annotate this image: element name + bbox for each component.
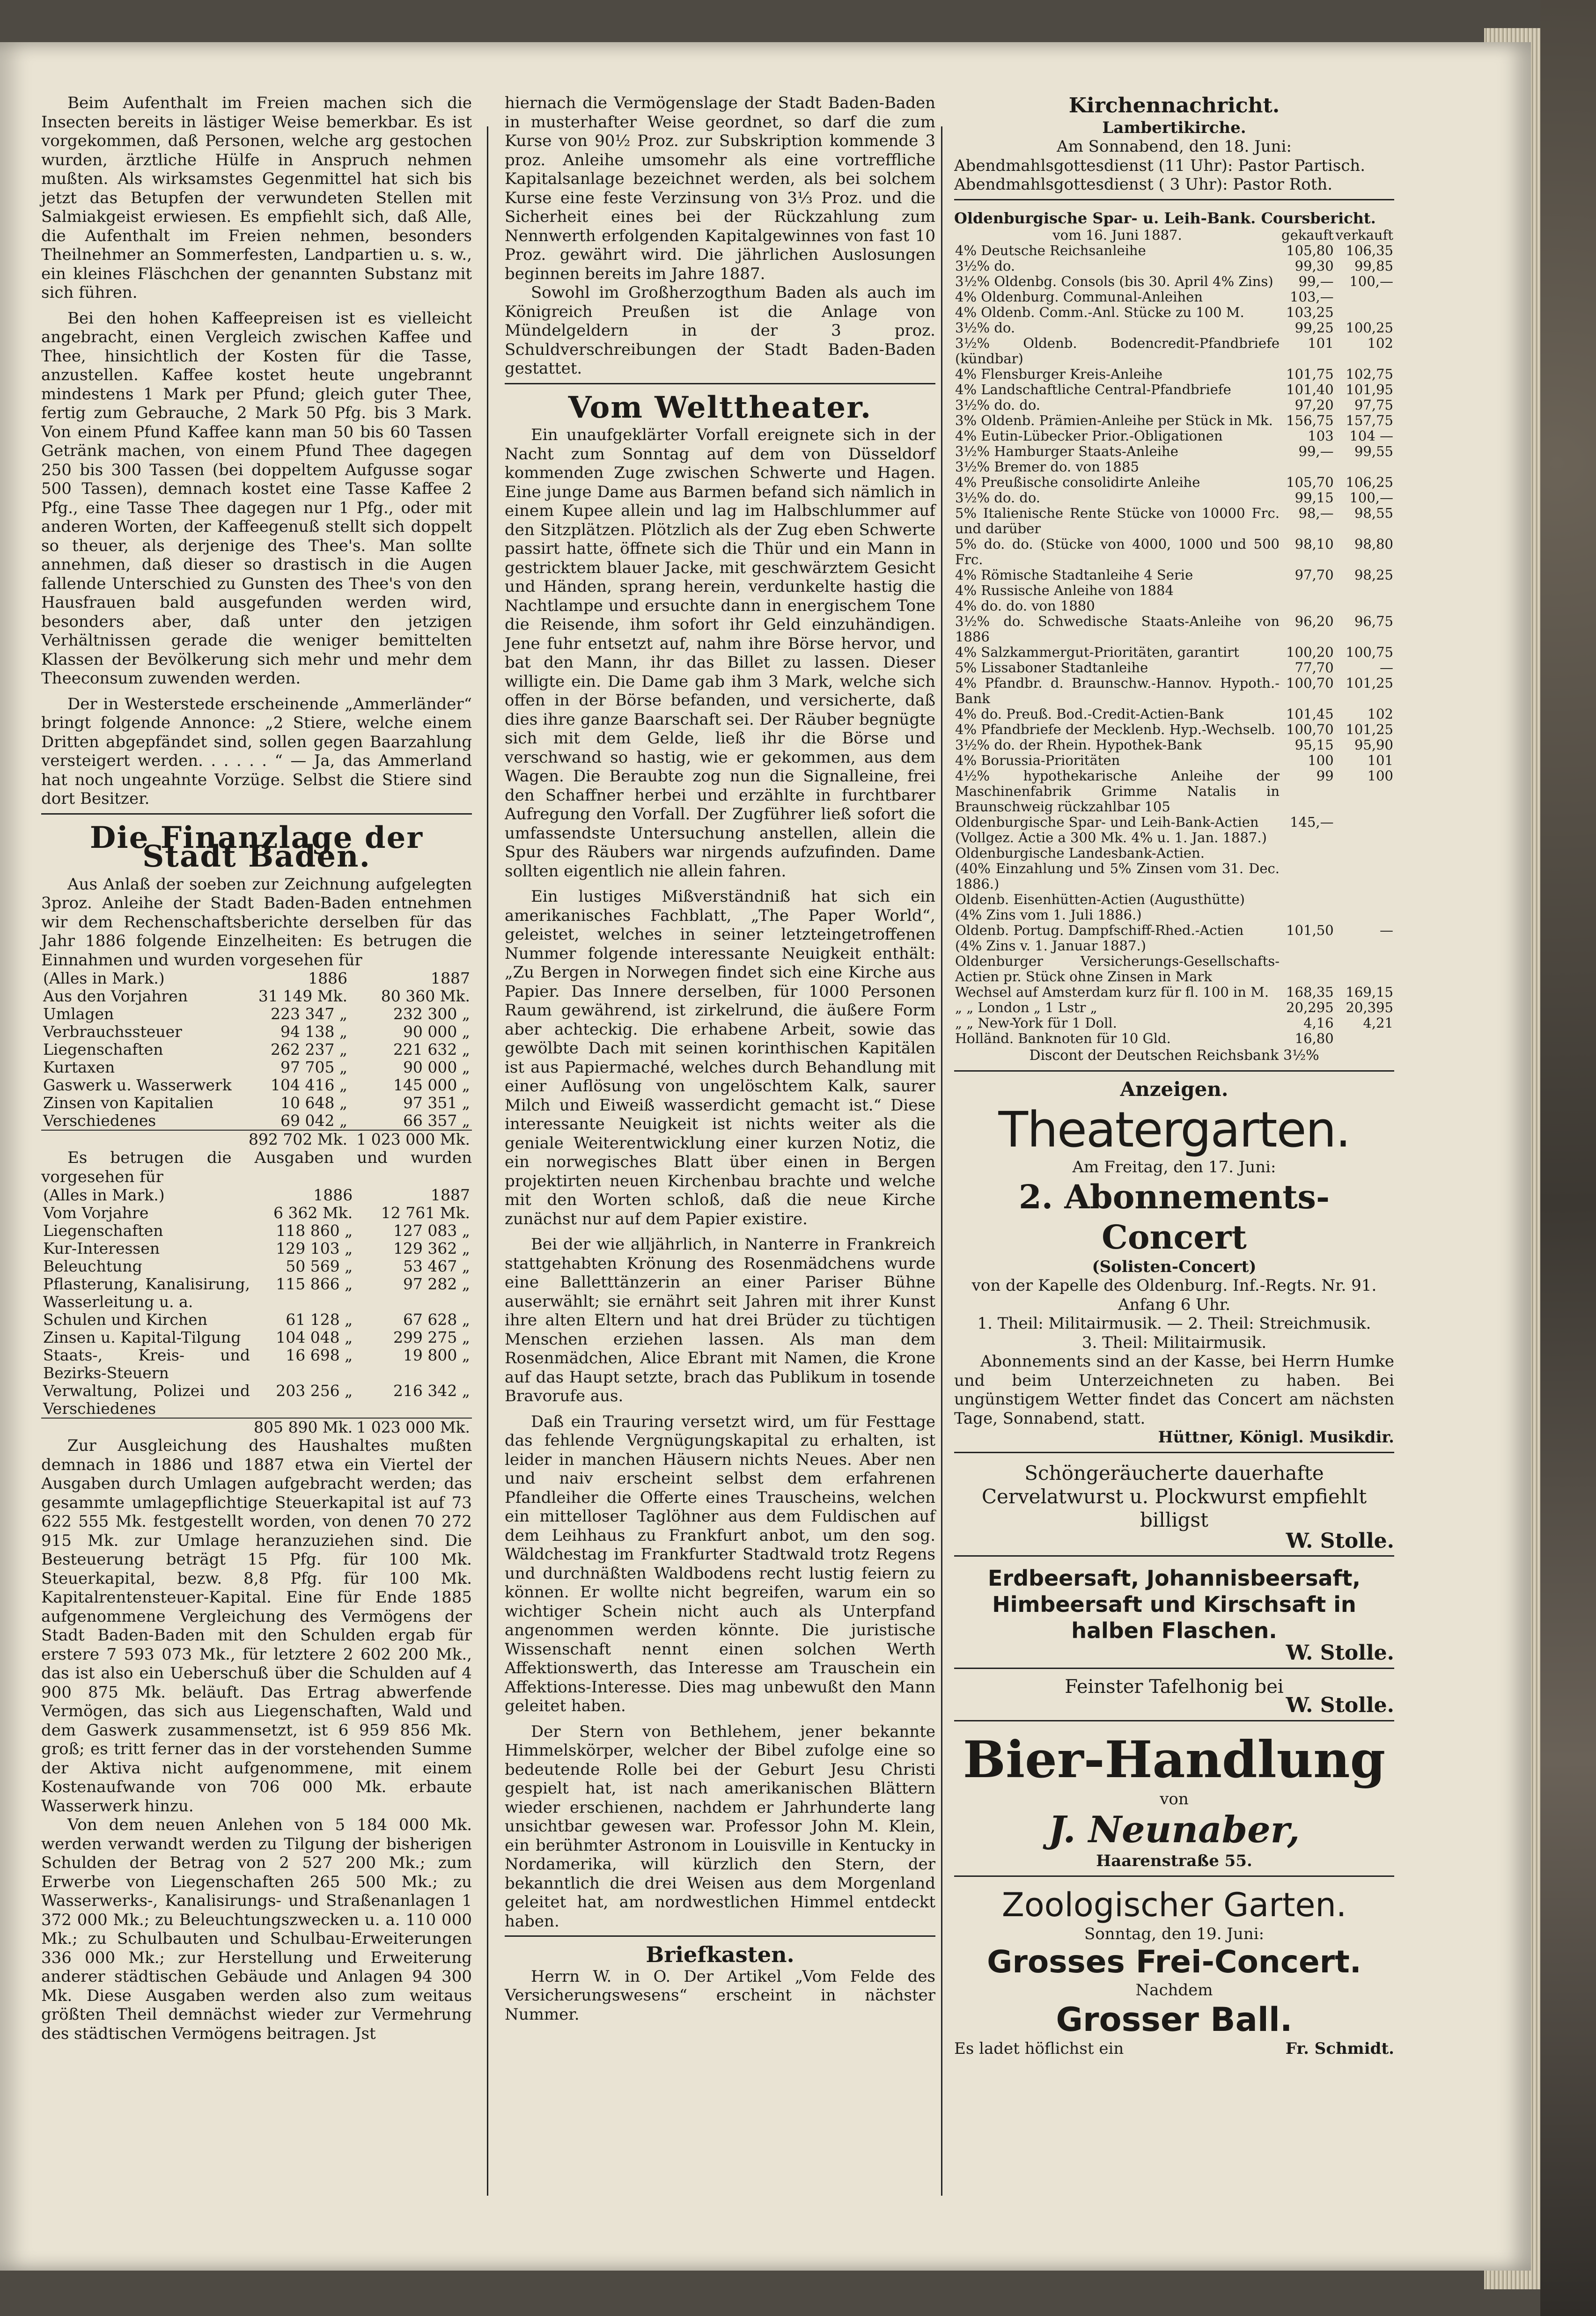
table-row: 4½% hypothekarische Anleihe der Maschinenfabrik Grimme Natalis in Braunschweig rückzahlbar 105 99 100 [955, 768, 1393, 815]
table-row: 4% do. do. von 1880 [955, 598, 1095, 614]
table-row: 3½% do. Schwedische Staats-Anleihe von 1886 96,20 96,75 [955, 613, 1393, 645]
table-row: 3½% Bremer do. von 1885 [955, 459, 1139, 475]
table-row: Zinsen u. Kapital-Tilgung 104 048 „ 299 275 „ [43, 1328, 470, 1346]
table-row: Gaswerk u. Wasserwerk 104 416 „ 145 000 „ [43, 1076, 470, 1094]
column-3 [954, 94, 1394, 2058]
table-row: 4% Flensburger Kreis-Anleihe 101,75 102,75 [955, 366, 1393, 382]
concert-parts-2: 3. Theil: Militairmusik. [1081, 1333, 1267, 1352]
zoo-date: Sonntag, den 19. Juni: [1084, 1924, 1265, 1943]
table-row: 3½% do. der Rhein. Hypothek-Bank 95,15 95,90 [955, 737, 1393, 753]
table-row: Verbrauchssteuer 94 138 „ 90 000 „ [43, 1022, 470, 1041]
table-row: Vom Vorjahre 6 362 Mk. 12 761 Mk. [43, 1204, 470, 1222]
ad-honey: Feinster Tafelhonig bei [1065, 1676, 1284, 1698]
table-row: Schulen und Kirchen 61 128 „ 67 628 „ [43, 1310, 470, 1329]
zoo-nachdem: Nachdem [1135, 1981, 1213, 2000]
table-row: 5% Lissaboner Stadtanleihe 77,70 — [955, 660, 1393, 676]
bier-von: von [1160, 1789, 1189, 1809]
zoo-signature: Fr. Schmidt. [1285, 2039, 1394, 2058]
zoo-concert: Grosses Frei-Concert. [987, 1944, 1361, 1980]
table-row: Liegenschaften 262 237 „ 221 632 „ [43, 1040, 470, 1059]
finance-heading: Die Finanzlage der Stadt Baden. [89, 820, 424, 874]
concert-parts-1: 1. Theil: Militairmusik. — 2. Theil: Streichmusik. [977, 1314, 1371, 1333]
table-row: Zinsen von Kapitalien 10 648 „ 97 351 „ [43, 1094, 470, 1112]
insects-article: Beim Aufenthalt im Freien machen sich die Insecten bereits in lästiger Weise bemerkbar. Es ist vorgekommen, daß Personen, welche arg gestochen wurden, ärztliche Hülfe in Anspruch nehmen mußten. Als wirksamstes Gegenmittel hat sich bis jetzt das Betupfen der verwundeten Stellen mit Salmiakgeist erwiesen. Es empfiehlt sich, daß Alle, die Aufenthalt im Freien nehmen, besonders Theilnehmer an Sommerfesten, Landpartien u. s. w., ein kleines Fläschchen der genannten Substanz mit sich führen. [41, 94, 472, 302]
bank-course-table: vom 16. Juni 1887. gekauft verkauft 4% Deutsche Reichsanleihe 105,80 106,35 3½% do. 99,30 99,85 3½% Oldenbg. Consols (bis 30. April 4% Zins) 99,— 100,— 4% Oldenburg. Communal-Anleihen 103,— 4% Oldenb. Comm.-Anl. Stücke zu 100 M. 103,25 3½% do. 99,25 100,25 3½% Oldenb. Bodencredit-Pfandbriefe (kündbar) 101 102 4% Flensburger Kreis-Anleihe 101,75 102,75 4% Landschaftliche Central-Pfandbriefe 101,40 101,95 3½% do. do. 97,20 97,75 3% Oldenb. Prämien-Anleihe per Stück in Mk. 156,75 157,75 4% Eutin-Lübecker Prior.-Obligationen 103 104 — 3½% Hamburger Staats-Anleihe 99,— 99,55 3½% Bremer do. von 1885 4% Preußische consolidirte Anleihe 105,70 106,25 3½% do. do. 99,15 100,— 5% Italienische Rente Stücke von 10000 Frc. und darüber 98,— 98,55 5% do. do. (Stücke von 4000, 1000 und 500 Frc. 98,10 98,80 4% Römische Stadtanleihe 4 Serie 97,70 98,25 4% Russische Anleihe von 1884 4% do. do. von 1880 3½% do. Schwedische Staats-Anleihe von 1886 96,20 96,75 4% Salzkammergut-Prioritäten, garantirt 100,20 100,75 5% Lissaboner Stadtanleihe 77,70 — 4% Pfandbr. d. Braunschw.-Hannov. Hypoth.-Bank 100,70 101,25 4% do. Preuß. Bod.-Credit-Actien-Bank 101,45 102 4% Pfandbriefe der Mecklenb. Hyp.-Wechselb. 100,70 101,25 3½% do. der Rhein. Hypothek-Bank 95,15 95,90 4% Borussia-Prioritäten 100 101 4½% hypothekarische Anleihe der Maschinenfabrik Grimme Natalis in Braunschweig rückzahlbar 105 99 100 Oldenburgische Spar- und Leih-Bank-Actien 145,— (Vollgez. Actie a 300 Mk. 4% u. 1. Jan. 1887.) Oldenburgische Landesbank-Actien. (40% Einzahlung und 5% Zinsen vom 31. Dec. 1886.) Oldenb. Eisenhütten-Actien (Augusthütte) (4% Zins vom 1. Juli 1886.) Oldenb. Portug. Dampfschiff-Rhed.-Actien 101,50 — (4% Zins v. 1. Januar 1887.) Oldenburger Versicherungs-Gesellschafts-Actien pr. Stück ohne Zinsen in Mark Wechsel auf Amsterdam kurz für fl. 100 in M. 168,35 169,15 „ „ London „ 1 Lstr „ 20,295 20,395 „ „ New-York für 1 Doll. 4,16 4,21 Holländ. Banknoten für 10 Gld. 16,80 [955, 227, 1393, 1046]
bier-handlung-title: Bier-Handlung [963, 1730, 1386, 1789]
table-row: „ „ New-York für 1 Doll. 4,16 4,21 [955, 1015, 1393, 1031]
concert-start: Anfang 6 Uhr. [1118, 1295, 1231, 1314]
table-row: „ „ London „ 1 Lstr „ 20,295 20,395 [955, 1000, 1393, 1015]
table-row: Kur-Interessen 129 103 „ 129 362 „ [43, 1239, 470, 1257]
ads-heading: Anzeigen. [1120, 1077, 1228, 1101]
table-row: 4% Salzkammergut-Prioritäten, garantirt 100,20 100,75 [955, 644, 1393, 660]
table-row: (Vollgez. Actie a 300 Mk. 4% u. 1. Jan. 1887.) [955, 830, 1267, 846]
table-row: (4% Zins v. 1. Januar 1887.) [955, 938, 1146, 954]
table-row: 4% Pfandbr. d. Braunschw.-Hannov. Hypoth.-Bank 100,70 101,25 [955, 675, 1393, 706]
zoo-ball: Grosser Ball. [1056, 2000, 1293, 2039]
finance-note: Sowohl im Großherzogthum Baden als auch im Königreich Preußen ist die Anlage von Mündelgeldern in der 3 proz. Schuldverschreibungen der Stadt Baden-Baden gestattet. [505, 283, 935, 378]
finance-continued: hiernach die Vermögenslage der Stadt Baden-Baden in musterhafter Weise geordnet, so darf die zum Kurse von 90½ Proz. zur Subskription kommende 3 proz. Anleihe umsomehr als eine vortreffliche Kapitalsanlage bezeichnet werden, als bei solchem Kurse eine feste Verzinsung von 3⅓ Proz. und die Sicherheit eines bei der Rückzahlung zum Nennwerth erfolgenden Kapitalgewinnes von fast 10 Proz. gewährt wird. Die jährlichen Auslosungen beginnen bereits im Jahre 1887. [505, 94, 935, 283]
zoo-invitation: Es ladet höflichst ein [954, 2039, 1124, 2058]
theater-date: Am Freitag, den 17. Juni: [1072, 1158, 1276, 1176]
table-row: 3½% Hamburger Staats-Anleihe 99,— 99,55 [955, 443, 1393, 459]
income-table: (Alles in Mark.) 1886 1887 Aus den Vorjahren 31 149 Mk. 80 360 Mk. Umlagen 223 347 „ 232 300 „ Verbrauchssteuer 94 138 „ 90 000 „ Liegenschaften 262 237 „ 221 632 „ Kurtaxen 97 705 „ 90 000 „ Gaswerk u. Wasserwerk 104 416 „ 145 000 „ Zinsen von Kapitalien 10 648 „ 97 351 „ Verschiedenes 69 042 „ 66 357 „ 892 702 Mk. 1 023 000 Mk. [41, 970, 472, 1148]
ad-honey-signature: W. Stolle. [1286, 1693, 1394, 1717]
table-row: 4% Russische Anleihe von 1884 [955, 582, 1174, 598]
paper-church-article: Ein lustiges Mißverständniß hat sich ein amerikanisches Fachblatt, „The Paper World“, geleistet, welches in seiner letzteingetroffenen Nummer folgende interessante Neuigkeit enthält: „Zu Bergen in Norwegen findet sich eine Kirche aus Papier. Das Innere derselben, für 1000 Personen Raum gewährend, ist zirkelrund, die äußere Form aber achteckig. Die erhabene Arbeit, sowie das gewölbte Dach mit seinen korinthischen Kapitälen ist aus Papiermaché, welches durch Behandlung mit einer Auflösung von ungelöschtem Kalk, saurer Milch und Eiweiß wasserdicht gemacht ist.“ Diese interessante Neuigkeit ist nichts weiter als die geniale Weiterentwicklung einer kurzen Notiz, die ein norwegisches Blatt über einen in Bergen projektirten neuen Kirchenbau brachte und welche mit den Worten schloß, daß die neue Kirche zunächst nur auf dem Papier existire. [505, 887, 935, 1228]
discount-line: Discont der Deutschen Reichsbank 3½% [1029, 1047, 1319, 1064]
table-row: Oldenb. Portug. Dampfschiff-Rhed.-Actien 101,50 — [955, 922, 1393, 938]
table-row: 4% Deutsche Reichsanleihe 105,80 106,35 [955, 243, 1393, 258]
column-rule-1 [487, 126, 488, 2196]
table-row: 3½% do. do. 97,20 97,75 [955, 397, 1393, 413]
concert-note: Abonnements sind an der Kasse, bei Herrn Humke und beim Unterzeichneten zu haben. Bei ungünstigem Wetter findet das Concert am nächsten Tage, Sonnabend, statt. [954, 1352, 1394, 1428]
table-row: Beleuchtung 50 569 „ 53 467 „ [43, 1257, 470, 1275]
coffee-article: Bei den hohen Kaffeepreisen ist es vielleicht angebracht, einen Vergleich zwischen Kaffee und Thee, hinsichtlich der Kosten für die Tasse, anzustellen. Kaffee kostet heute ungebrannt mindestens 1 Mark per Pfund; gleich guter Thee, fertig zum Gebrauche, 2 Mark 50 Pfg. bis 3 Mark. Von einem Pfund Kaffee kann man 50 bis 60 Tassen Getränk machen, von einem Pfund Thee dagegen 250 bis 300 Tassen (bei doppeltem Aufgusse sogar 500 Tassen), demnach kostet eine Tasse Kaffee 2 Pfg., eine Tasse Thee dagegen nur 1 Pfg., oder mit anderen Worten, der Kaffeegenuß stellt sich doppelt so theuer, als derjenige des Thee's. Man sollte annehmen, daß dieser so drastisch in die Augen fallende Unterschied zu Gunsten des Thee's von den Hausfrauen bald ausgefunden werden wird, besonders aber, daß unter den jetzigen Verhältnissen gerade die weniger bemittelten Klassen der Bevölkerung sich mehr und mehr dem Theeconsum zuwenden werden. [41, 309, 472, 688]
expense-total: 805 890 Mk. 1 023 000 Mk. [41, 1418, 472, 1436]
church-heading: Kirchennachricht. [1068, 94, 1280, 118]
star-bethlehem-article: Der Stern von Bethlehem, jener bekannte Himmelskörper, welcher der Bibel zufolge eine so bedeutende Rolle bei der Geburt Jesu Christi gespielt hat, ist nach amerikanischen Blättern wieder erschienen, nachdem er Jahrhunderte lang unsichtbar gewesen war. Professor John M. Klein, ein berühmter Astronom in Louisville in Kentucky in Nordamerika, will kürzlich den Stern, der bekanntlich die drei Weisen aus dem Morgenland geleitet hat, am nordwestlichen Himmel entdeckt haben. [505, 1722, 935, 1931]
church-sub: Lambertikirche. [1102, 118, 1246, 137]
concert-title: 2. Abonnements-Concert [1018, 1177, 1330, 1257]
table-row: 3½% do. 99,25 100,25 [955, 320, 1393, 336]
table-row: Verwaltung, Polizei und Verschiedenes 203 256 „ 216 342 „ [43, 1382, 470, 1418]
finance-intro: Aus Anlaß der soeben zur Zeichnung aufgelegten 3proz. Anleihe der Stadt Baden-Baden entnehmen wir dem Rechenschaftsberichte derselben für das Jahr 1886 folgende Einzelheiten: Es betrugen die Einnahmen und wurden vorgesehen für [41, 875, 472, 970]
church-date: Am Sonnabend, den 18. Juni: [1057, 137, 1292, 156]
bier-address: Haarenstraße 55. [1096, 1852, 1252, 1870]
bank-title: Oldenburgische Spar- u. Leih-Bank. Coursbericht. [954, 209, 1376, 227]
income-total: 892 702 Mk. 1 023 000 Mk. [41, 1130, 472, 1148]
table-row: 4% Oldenburg. Communal-Anleihen 103,— [955, 289, 1334, 305]
table-row: 4% Römische Stadtanleihe 4 Serie 97,70 98,25 [955, 567, 1393, 583]
marbled-cover [1540, 0, 1596, 2316]
loan-paragraph: Von dem neuen Anlehen von 5 184 000 Mk. werden verwandt werden zu Tilgung der bisherigen Schulden der Betrag von 2 527 200 Mk.; zum Erwerbe von Liegenschaften 265 500 Mk.; zu Wasserwerks-, Kanalisirungs- und Straßenanlagen 1 372 000 Mk.; zu Beleuchtungszwecken u. a. 110 000 Mk.; zu Schulbauten und Schulbau-Erweiterungen 336 000 Mk.; zur Herstellung und Erweiterung anderer städtischen Gebäude und Anlagen 94 300 Mk. Diese Ausgaben werden also zum weitaus größten Theil demnächst wieder zur Vermehrung des städtischen Vermögens beitragen. Jst [41, 1816, 472, 2043]
welttheater-heading: Vom Welttheater. [568, 390, 872, 425]
table-row: 3½% Oldenbg. Consols (bis 30. April 4% Zins) 99,— 100,— [955, 273, 1393, 289]
table-row: (4% Zins vom 1. Juli 1886.) [955, 907, 1142, 923]
expense-intro: Es betrugen die Ausgaben und wurden vorgesehen für [41, 1148, 472, 1186]
concert-sub: (Solisten-Concert) [1092, 1257, 1257, 1276]
table-row: 3% Oldenb. Prämien-Anleihe per Stück in Mk. 156,75 157,75 [955, 412, 1393, 428]
table-row: 3½% do. 99,30 99,85 [955, 258, 1393, 274]
concert-by: von der Kapelle des Oldenburg. Inf.-Regts. Nr. 91. [971, 1276, 1377, 1295]
table-row: Staats-, Kreis- und Bezirks-Steuern 16 698 „ 19 800 „ [43, 1346, 470, 1382]
zoo-title: Zoologischer Garten. [1001, 1885, 1347, 1924]
ad-juice-signature: W. Stolle. [1286, 1641, 1394, 1665]
table-row: 4% Landschaftliche Central-Pfandbriefe 101,40 101,95 [955, 382, 1393, 397]
table-row: 4% Preußische consolidirte Anleihe 105,70 106,25 [955, 474, 1393, 490]
wedding-ring-article: Daß ein Trauring versetzt wird, um für Festtage das fehlende Vergnügungskapital zu erhalten, ist leider in manchen Häusern nichts Neues. Aber nen und naiv erscheint selbst dem erfahrenen Pfandleiher die Offerte eines Trauscheins, welchen ein mittelloser Taglöhner aus dem Fuldischen auf dem Leihhaus zu Frankfurt anbot, um den sog. Wäldchestag im Frankfurter Stadtwald trotz Regens und durchnäßten Waldbodens recht lustig feiern zu können. Er wollte nicht begreifen, warum ein so wichtiger Schein nicht auch als Unterpfand angenommen werden könnte. Die juristische Wissenschaft nennt einen solchen Werth Affektionswerth, das Interesse am Trauschein ein Affektions-Interesse. Dies mag unbewußt den Mann geleitet haben. [505, 1412, 935, 1715]
train-robbery-article: Ein unaufgeklärter Vorfall ereignete sich in der Nacht zum Sonntag auf dem von Düsseldorf kommenden Zuge zwischen Schwerte und Hagen. Eine junge Dame aus Barmen befand sich nämlich in einem Kupee allein und lag im Halbschlummer auf den Sitzplätzen. Plötzlich als der Zug eben Schwerte passirt hatte, öffnete sich die Thür und ein Mann in gestricktem blauer Jacke, mit geschwärztem Gesicht und Händen, sprang herein, verdunkelte hastig die Nachtlampe und ersuchte dann in energischem Tone die Reisende, ihm sofort ihr Geld einzuhändigen. Jene fuhr entsetzt auf, nahm ihre Börse hervor, und bat den Mann, ihr das Billet zu lassen. Dieser willigte ein. Die Dame gab ihm 3 Mark, welche sich offen in der Börse befanden, und versicherte, daß dies ihre ganze Baarschaft sei. Der Räuber begnügte sich mit dem Gelde, ließ ihr die Börse und verschwand so hastig, wie er gekommen, aus dem Wagen. Die Beraubte zog nun die Signalleine, frei den Schaffner herbei und erzählte in furchtbarer Aufregung den Vorfall. Der Zugführer ließ sofort die umfassendste Untersuchung anstellen, allein die Spur des Räubers war nirgends aufzufinden. Dame sollten eigentlich nie allein fahren. [505, 426, 935, 881]
table-row: Oldenburgische Landesbank-Actien. [955, 845, 1205, 861]
table-row: 4% do. Preuß. Bod.-Credit-Actien-Bank 101,45 102 [955, 706, 1393, 722]
table-row: Holländ. Banknoten für 10 Gld. 16,80 [955, 1030, 1334, 1046]
table-row: 3½% do. do. 99,15 100,— [955, 490, 1393, 506]
table-row: Pflasterung, Kanalisirung, Wasserleitung u. a. 115 866 „ 97 282 „ [43, 1275, 470, 1311]
budget-paragraph: Zur Ausgleichung des Haushaltes mußten demnach in 1886 und 1887 etwa ein Viertel der Ausgaben durch Umlagen aufgebracht werden; das gesammte umlagepflichtige Steuerkapital ist auf 73 622 555 Mk. festgestellt worden, von denen 70 272 915 Mk. zur Umlage heranzuziehen sind. Die Besteuerung beträgt 15 Pfg. für 100 Mk. Steuerkapital, bezw. 8,8 Pfg. für 100 Mk. Kapitalrentensteuer-Kapital. Eine für Ende 1885 aufgenommene Vergleichung des Vermögens der Stadt Baden-Baden mit den Schulden ergab für erstere 7 593 073 Mk., für letztere 2 602 200 Mk., das ist also ein Ueberschuß über die Schulden auf 4 900 875 Mk. beläuft. Das Ertrag abwerfende Vermögen, das sich aus Liegenschaften, Wald und dem Gaswerk zusammensetzt, ist 6 959 856 Mk. groß; es tritt ferner das in der vorstehenden Summe der Aktiva nicht aufgenommene, mit einem Kostenaufwande von 706 000 Mk. erbaute Wasserwerk hinzu. [41, 1436, 472, 1816]
church-service-2: Abendmahlsgottesdienst ( 3 Uhr): Pastor Roth. [954, 175, 1333, 194]
table-row: Liegenschaften 118 860 „ 127 083 „ [43, 1221, 470, 1240]
ad-juice: Erdbeersaft, Johannisbeersaft, Himbeersaft und Kirschsaft in halben Flaschen. [987, 1566, 1361, 1643]
church-service-1: Abendmahlsgottesdienst (11 Uhr): Pastor Partisch. [954, 156, 1366, 175]
table-row: Oldenburgische Spar- und Leih-Bank-Actien 145,— [955, 814, 1334, 830]
table-row: 4% Pfandbriefe der Mecklenb. Hyp.-Wechselb. 100,70 101,25 [955, 721, 1393, 737]
rose-maiden-article: Bei der wie alljährlich, in Nanterre in Frankreich stattgehabten Krönung des Rosenmädchens wurde eine Balletttänzerin an einer Pariser Bühne auserwählt; sie ernährt seit Jahren mit ihrer Kunst ihre alten Eltern und hat drei Brüder zu tüchtigen Menschen erziehen lassen. Als man dem Rosenmädchen, Alice Ebrant mit Namen, die Krone auf das Haupt setzte, brach das Publikum in tosende Bravorufe aus. [505, 1235, 935, 1405]
bier-name: J. Neunaber, [1048, 1809, 1300, 1851]
table-row: Oldenburger Versicherungs-Gesellschafts-Actien pr. Stück ohne Zinsen in Mark [955, 953, 1280, 985]
table-row: 4% Oldenb. Comm.-Anl. Stücke zu 100 M. 103,25 [955, 304, 1334, 320]
concert-signature: Hüttner, Königl. Musikdir. [1158, 1428, 1394, 1447]
table-row: 5% do. do. (Stücke von 4000, 1000 und 500 Frc. 98,10 98,80 [955, 536, 1393, 567]
column-rule-2 [941, 126, 942, 2196]
table-row: (40% Einzahlung und 5% Zinsen vom 31. Dec. 1886.) [955, 860, 1280, 892]
ad-sausage: Schöngeräucherte dauerhafte Cervelatwurst u. Plockwurst empfiehlt billigst [981, 1461, 1367, 1531]
column-1 [41, 94, 472, 2043]
table-row: Wechsel auf Amsterdam kurz für fl. 100 in M. 168,35 169,15 [955, 984, 1393, 1000]
table-row: 3½% Oldenb. Bodencredit-Pfandbriefe (kündbar) 101 102 [955, 335, 1393, 367]
column-2 [505, 94, 935, 2024]
table-row: Verschiedenes 69 042 „ 66 357 „ [43, 1111, 470, 1130]
table-row: 4% Eutin-Lübecker Prior.-Obligationen 103 104 — [955, 428, 1393, 444]
expense-table: (Alles in Mark.) 1886 1887 Vom Vorjahre 6 362 Mk. 12 761 Mk. Liegenschaften 118 860 „ 127 083 „ Kur-Interessen 129 103 „ 129 362 „ Beleuchtung 50 569 „ 53 467 „ Pflasterung, Kanalisirung, Wasserleitung u. a. 115 866 „ 97 282 „ Schulen und Kirchen 61 128 „ 67 628 „ Zinsen u. Kapital-Tilgung 104 048 „ 299 275 „ Staats-, Kreis- und Bezirks-Steuern 16 698 „ 19 800 „ Verwaltung, Polizei und Verschiedenes 203 256 „ 216 342 „ 805 890 Mk. 1 023 000 Mk. [41, 1186, 472, 1436]
table-row: 4% Borussia-Prioritäten 100 101 [955, 752, 1393, 768]
table-row: Umlagen 223 347 „ 232 300 „ [43, 1005, 470, 1023]
theatergarten-title: Theatergarten. [998, 1101, 1350, 1158]
briefkasten-heading: Briefkasten. [646, 1942, 794, 1967]
briefkasten-text: Herrn W. in O. Der Artikel „Vom Felde des Versicherungswesens“ erscheint in nächster Nummer. [505, 1967, 935, 2024]
table-row: Oldenb. Eisenhütten-Actien (Augusthütte) [955, 891, 1245, 907]
table-row: Aus den Vorjahren 31 149 Mk. 80 360 Mk. [43, 987, 470, 1005]
ammerland-article: Der in Westerstede erscheinende „Ammerländer“ bringt folgende Annonce: „2 Stiere, welche einem Dritten abgepfändet sind, sollen gegen Baarzahlung versteigert werden. . . . . . “ — Ja, das Ammerland hat noch ungeahnte Vorzüge. Selbst die Stiere sind dort Besitzer. [41, 694, 472, 808]
table-row: 5% Italienische Rente Stücke von 10000 Frc. und darüber 98,— 98,55 [955, 505, 1393, 537]
table-row: Kurtaxen 97 705 „ 90 000 „ [43, 1058, 470, 1076]
ad-sausage-signature: W. Stolle. [1286, 1529, 1394, 1553]
